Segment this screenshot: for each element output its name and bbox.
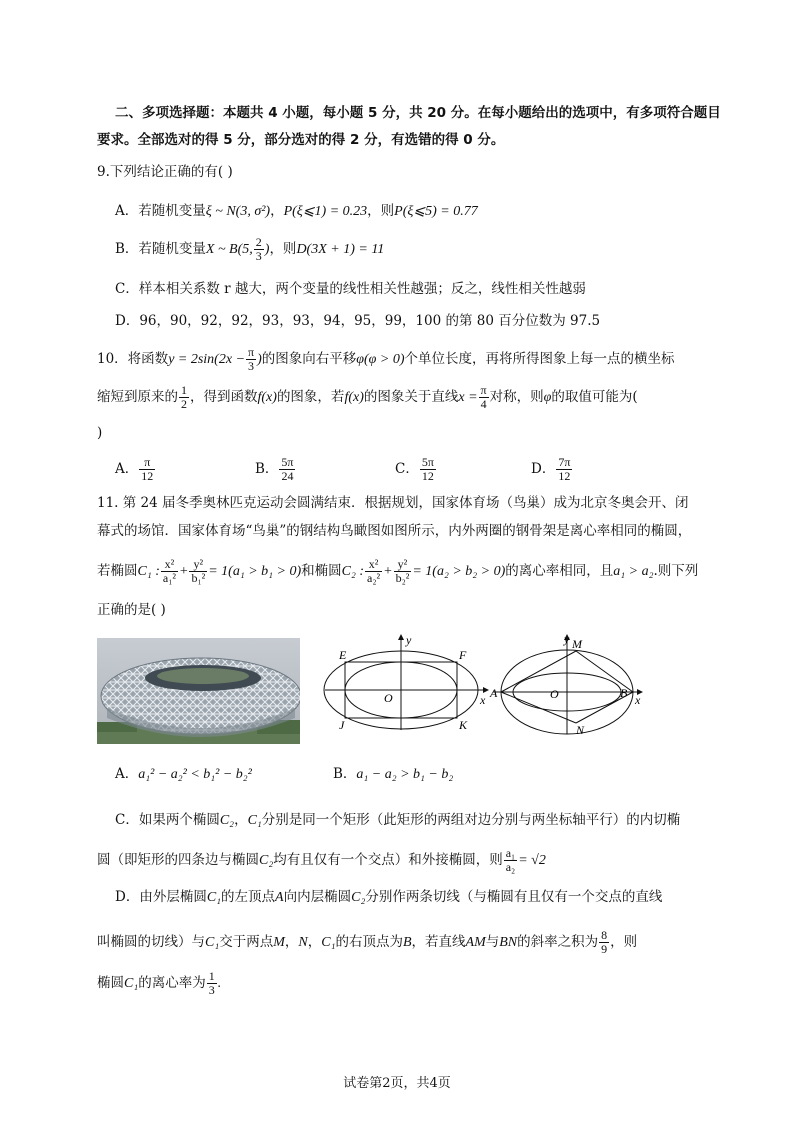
label-k: K <box>459 718 468 732</box>
section-header-line1: 二、多项选择题：本题共 4 小题，每小题 5 分，共 20 分。在每小题给出的选项中，有多项符合题目 <box>115 105 721 121</box>
q10-options <box>115 456 573 483</box>
q9-b-fraction: $\frac{2}{3}$ <box>255 235 262 263</box>
section-header-line2: 要求。全部选对的得 5 分，部分选对的得 2 分，有选错的得 0 分。 <box>97 132 505 148</box>
label-a: A <box>490 686 498 700</box>
label-y: y <box>564 632 570 646</box>
label-f: F <box>459 648 467 662</box>
q11-option-c-line1: C．如果两个椭圆C₂，C₁分别是同一个矩形（此矩形的两组对边分别与两坐标轴平行）的内切椭 <box>115 812 681 828</box>
label-n: N <box>576 723 585 737</box>
q9-option-a: A．若随机变量ξ ~ N(3, σ²)，P(ξ⩽1) = 0.23，则P(ξ⩽5) = 0.77 <box>115 203 478 219</box>
label-o: O <box>550 687 559 701</box>
q9-stem: 9.下列结论正确的有( ) <box>97 164 233 180</box>
q9-option-d: D．96，90，92，92，93，93，94，95，99，100 的第 80 百分位数为 97.5 <box>115 313 601 329</box>
figure-ellipse-tangents <box>488 630 648 738</box>
q9-option-b: B．若随机变量X ~ B(5, $\frac{2}{3}$ )，则D(3X + 1) = 11 <box>115 235 385 263</box>
tangent-am <box>501 651 576 692</box>
q10-option-b: B． $\frac{5\pi}{24}$ <box>255 455 294 483</box>
q11-option-d-line3: 椭圆C₁的离心率为 $\frac{1}{3}$ . <box>97 969 222 997</box>
label-x: x <box>635 693 641 707</box>
q9-option-c: C．样本相关系数 r 越大，两个变量的线性相关性越强；反之，线性相关性越弱 <box>115 281 586 297</box>
label-x: x <box>480 693 486 707</box>
label-j: J <box>339 718 345 732</box>
q11-line2: 幕式的场馆．国家体育场“鸟巢”的钢结构鸟瞰图如图所示，内外两圈的钢骨架是离心率相同的椭圆， <box>97 523 692 539</box>
q10-fraction-pi-3: $\frac{\pi}{3}$ <box>248 345 255 373</box>
q10-line1: 10．将函数y = 2sin(2x − $\frac{\pi}{3}$ )的图象向右平移φ(φ > 0)个单位长度，再将所得图象上每一点的横坐标 <box>97 345 675 373</box>
figure-ellipse-rectangle <box>320 630 495 735</box>
tangent-an <box>501 692 576 723</box>
birds-nest-stadium-photo <box>97 638 300 744</box>
label-m: M <box>572 637 582 651</box>
q11-option-c-line2: 圆（即矩形的四条边与椭圆C₂均有且仅有一个交点）和外接椭圆，则 $\frac{\text{a₁}}{\text{a₂}}$ = √2 <box>97 846 546 874</box>
q10-option-c: C． $\frac{5\pi}{12}$ <box>395 455 434 483</box>
page-footer: 试卷第2页，共4页 <box>343 1076 451 1091</box>
q10-option-a: A． $\frac{\pi}{12}$ <box>115 455 154 483</box>
q10-fraction-pi-4: $\frac{\pi}{4}$ <box>480 383 487 411</box>
q10-line3: ) <box>97 425 103 441</box>
q11-option-d-line2: 叫椭圆的切线）与C₁交于两点M，N，C₁的右顶点为B，若直线AM与BN的斜率之积为 $\frac{8}{9}$ ，则 <box>97 928 638 956</box>
q11-option-a: A．a₁² − a₂² < b₁² − b₂² <box>115 766 252 782</box>
q10-fraction-half: $\frac{1}{2}$ <box>181 383 187 411</box>
q11-option-b: B．a₁ − a₂ > b₁ − b₂ <box>333 766 454 782</box>
q10-line2: 缩短到原来的 $\frac{1}{2}$ ，得到函数f(x)的图象，若f(x)的图象关于直线x = $\frac{\pi}{4}$ 对称，则φ的取值可能为( <box>97 383 638 411</box>
label-b: B <box>620 686 628 700</box>
label-y: y <box>406 633 412 647</box>
label-e: E <box>339 648 347 662</box>
q11-option-d-line1: D．由外层椭圆C₁的左顶点A向内层椭圆C₂分别作两条切线（与椭圆有且仅有一个交点的直线 <box>115 889 663 905</box>
q11-line4: 正确的是( ) <box>97 602 166 618</box>
label-o: O <box>384 691 393 705</box>
q11-line1: 11. 第 24 届冬季奥林匹克运动会圆满结束．根据规划，国家体育场（鸟巢）成为北京冬奥会开、闭 <box>97 495 689 511</box>
q11-line3: 若椭圆C₁ : $\frac{\text{x²}}{\text{a₁²}}$ + $\frac{\text{y²}}{\text{b₁²}}$ = 1(a₁ > b₁ > 0)和椭圆C₂ : $\frac{\text{x²}}{\text{a₂²}}$ + $\frac{\text{y²}}{\text{b₂²}}$ = 1(a₂ > b₂ > 0)的离心率相同，且a₁ > a₂.则下列 <box>97 557 699 585</box>
q10-option-d: D． $\frac{7\pi}{12}$ <box>531 455 571 483</box>
q11-options-ab <box>115 765 453 784</box>
